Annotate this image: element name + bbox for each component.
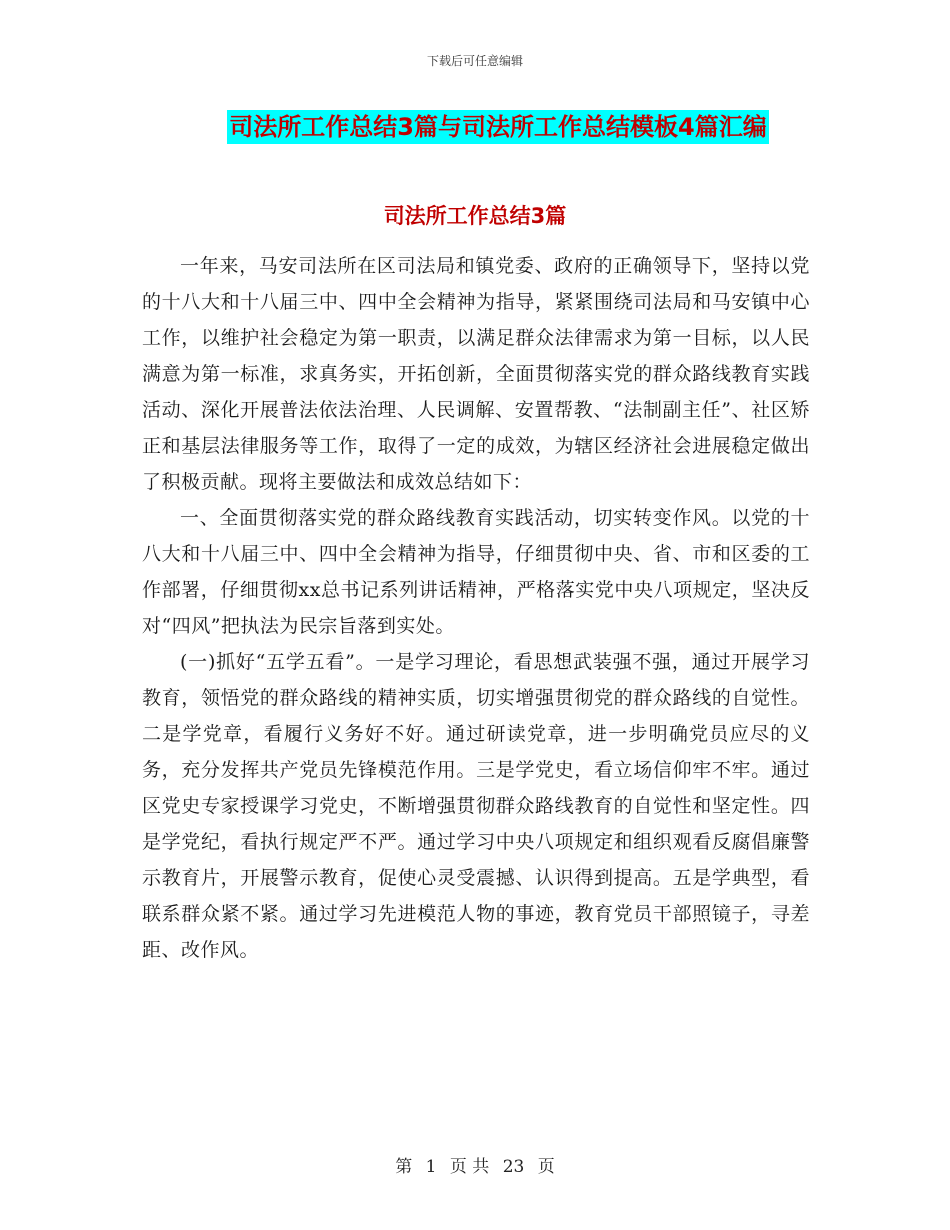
footer-page-middle: 页 共 [449,1157,490,1177]
footer-page-prefix: 第 [395,1157,413,1177]
document-title [0,110,950,144]
paragraph-2: 一、全面贯彻落实党的群众路线教育实践活动，切实转变作风。以党的十八大和十八届三中、四中全会精神为指导，仔细贯彻中央、省、市和区委的工作部署，仔细贯彻xx总书记系列讲话精神，严格落实党中央八项规定，坚决反对“四风”把执法为民宗旨落到实处。 [142,507,810,637]
document-title-text: 司法所工作总结3篇与司法所工作总结模板4篇汇编 [227,110,768,144]
footer-page-number: 1 [425,1157,437,1177]
page-footer [0,1152,950,1177]
footer-total-pages: 23 [502,1157,525,1177]
header-note: 下载后可任意编辑 [426,54,523,68]
section-title: 司法所工作总结3篇 [383,204,567,228]
footer-page-suffix: 页 [537,1157,555,1177]
document-body [142,248,810,968]
paragraph-1: 一年来，马安司法所在区司法局和镇党委、政府的正确领导下，坚持以党的十八大和十八届三中、四中全会精神为指导，紧紧围绕司法局和马安镇中心工作，以维护社会稳定为第一职责，以满足群众法律需求为第一目标，以人民满意为第一标准，求真务实，开拓创新，全面贯彻落实党的群众路线教育实践活动、深化开展普法依法治理、人民调解、安置帮教、“法制副主任”、社区矫正和基层法律服务等工作，取得了一定的成效，为辖区经济社会进展稳定做出了积极贡献。现将主要做法和成效总结如下： [142,255,810,493]
paragraph-3: (一)抓好“五学五看”。一是学习理论，看思想武装强不强，通过开展学习教育，领悟党的群众路线的精神实质，切实增强贯彻党的群众路线的自觉性。二是学党章，看履行义务好不好。通过研读党章，进一步明确党员应尽的义务，充分发挥共产党员先锋模范作用。三是学党史，看立场信仰牢不牢。通过区党史专家授课学习党史，不断增强贯彻群众路线教育的自觉性和坚定性。四是学党纪，看执行规定严不严。通过学习中央八项规定和组织观看反腐倡廉警示教育片，开展警示教育，促使心灵受震撼、认识得到提高。五是学典型，看联系群众紧不紧。通过学习先进模范人物的事迹，教育党员干部照镜子，寻差距、改作风。 [142,651,810,961]
